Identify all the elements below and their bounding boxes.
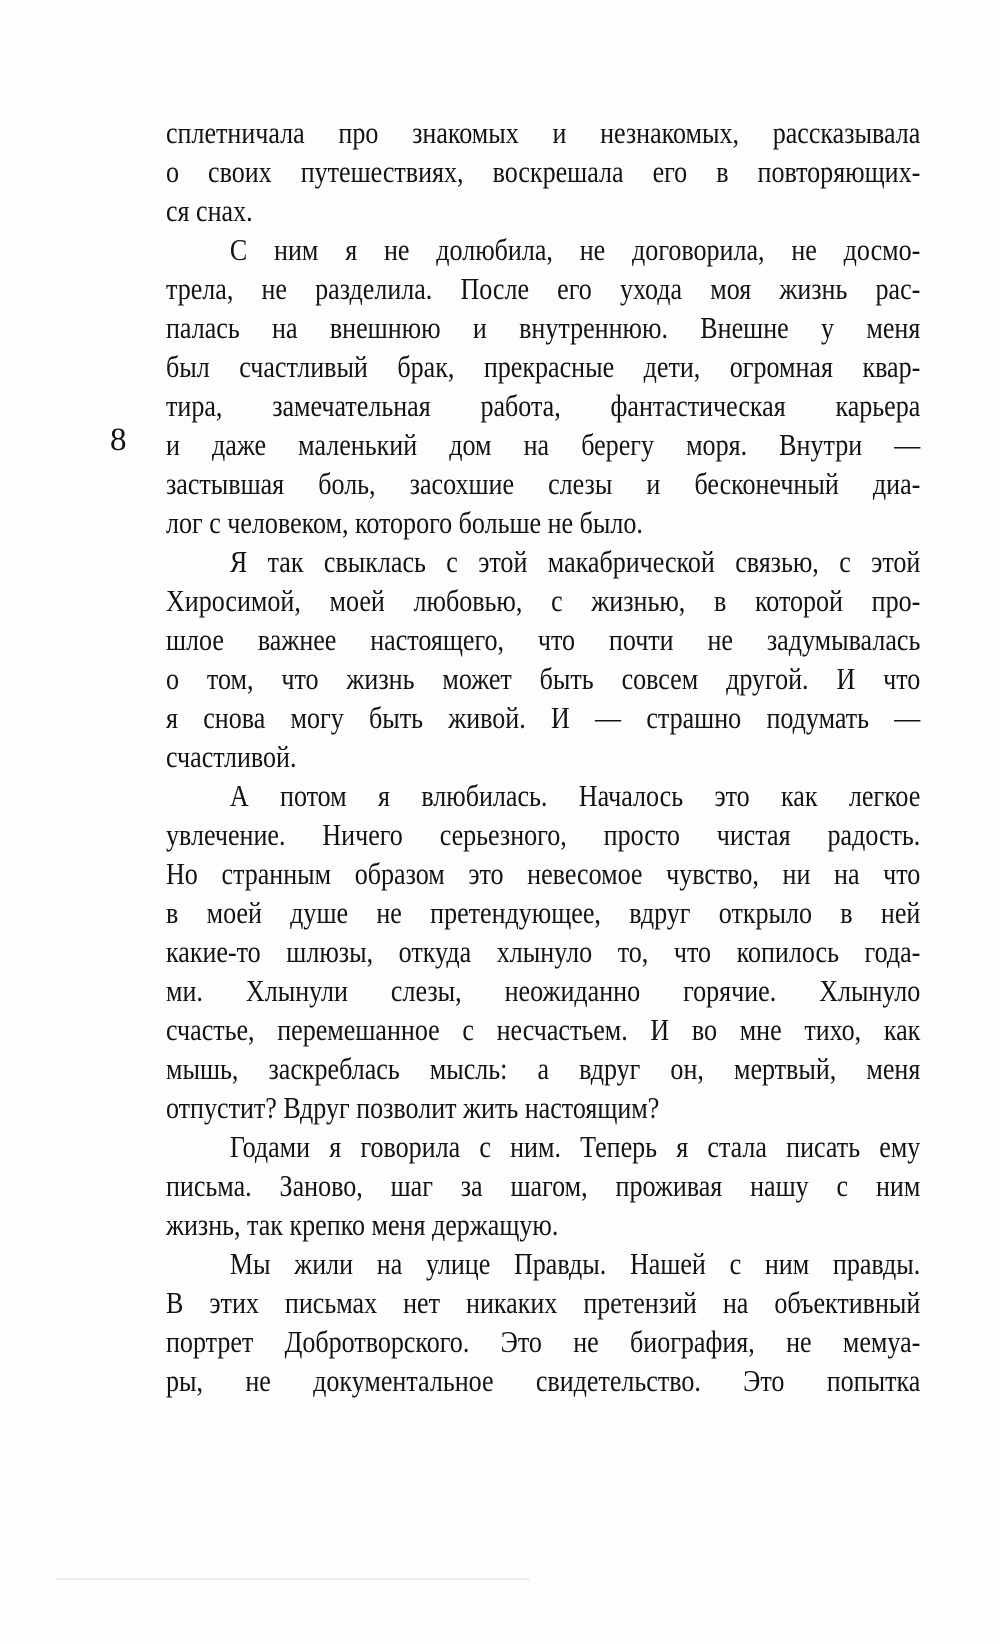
text-line: ми. Хлынули слезы, неожиданно горячие. Хлынуло [166,973,921,1008]
text-line: Я так свыклась с этой макабрической связью, с этой [229,544,921,579]
text-line: был счастливый брак, прекрасные дети, огромная квар- [166,349,921,384]
text-line: какие-то шлюзы, откуда хлынуло то, что копилось года- [166,934,921,969]
text-line: палась на внешнюю и внутреннюю. Внешне у меня [166,310,921,345]
text-line: С ним я не долюбила, не договорила, не досмо- [229,232,921,267]
text-line: Мы жили на улице Правды. Нашей с ним правды. [229,1246,921,1281]
page-text [166,113,920,1400]
text-line: счастье, перемешанное с несчастьем. И во мне тихо, как [166,1012,921,1047]
text-line: письма. Заново, шаг за шагом, проживая нашу с ним [166,1168,921,1203]
page-number: 8 [110,422,127,458]
text-line: лог с человеком, которого больше не было. [166,505,643,540]
text-line: трела, не разделила. После его ухода моя жизнь рас- [166,271,921,306]
text-line: портрет Добротворского. Это не биография, не мемуа- [166,1324,921,1359]
scan-artifact-line [55,1578,530,1580]
text-line: я снова могу быть живой. И — страшно подумать — [166,700,921,735]
text-line: сплетничала про знакомых и незнакомых, рассказывала [166,115,921,150]
text-line: отпустит? Вдруг позволит жить настоящим? [166,1090,660,1125]
text-line: Хиросимой, моей любовью, с жизнью, в которой про- [166,583,921,618]
text-line: В этих письмах нет никаких претензий на объективный [166,1285,921,1320]
text-line: шлое важнее настоящего, что почти не задумывалась [166,622,921,657]
text-line: и даже маленький дом на берегу моря. Внутри — [166,427,921,462]
text-line: увлечение. Ничего серьезного, просто чистая радость. [166,817,921,852]
text-line: застывшая боль, засохшие слезы и бесконечный диа- [166,466,921,501]
text-line: мышь, заскреблась мысль: а вдруг он, мертвый, меня [166,1051,921,1086]
text-line: тира, замечательная работа, фантастическая карьера [166,388,921,423]
text-line: Но странным образом это невесомое чувство, ни на что [166,856,921,891]
text-line: Годами я говорила с ним. Теперь я стала писать ему [229,1129,921,1164]
text-line: счастливой. [166,739,297,774]
text-line: ры, не документальное свидетельство. Это попытка [166,1363,921,1398]
text-line: о том, что жизнь может быть совсем другой. И что [166,661,921,696]
text-line: ся снах. [166,193,253,228]
text-line: о своих путешествиях, воскрешала его в повторяющих- [166,154,921,189]
text-line: А потом я влюбилась. Началось это как легкое [229,778,921,813]
text-line: жизнь, так крепко меня держащую. [166,1207,559,1242]
text-line: в моей душе не претендующее, вдруг открыло в ней [166,895,921,930]
